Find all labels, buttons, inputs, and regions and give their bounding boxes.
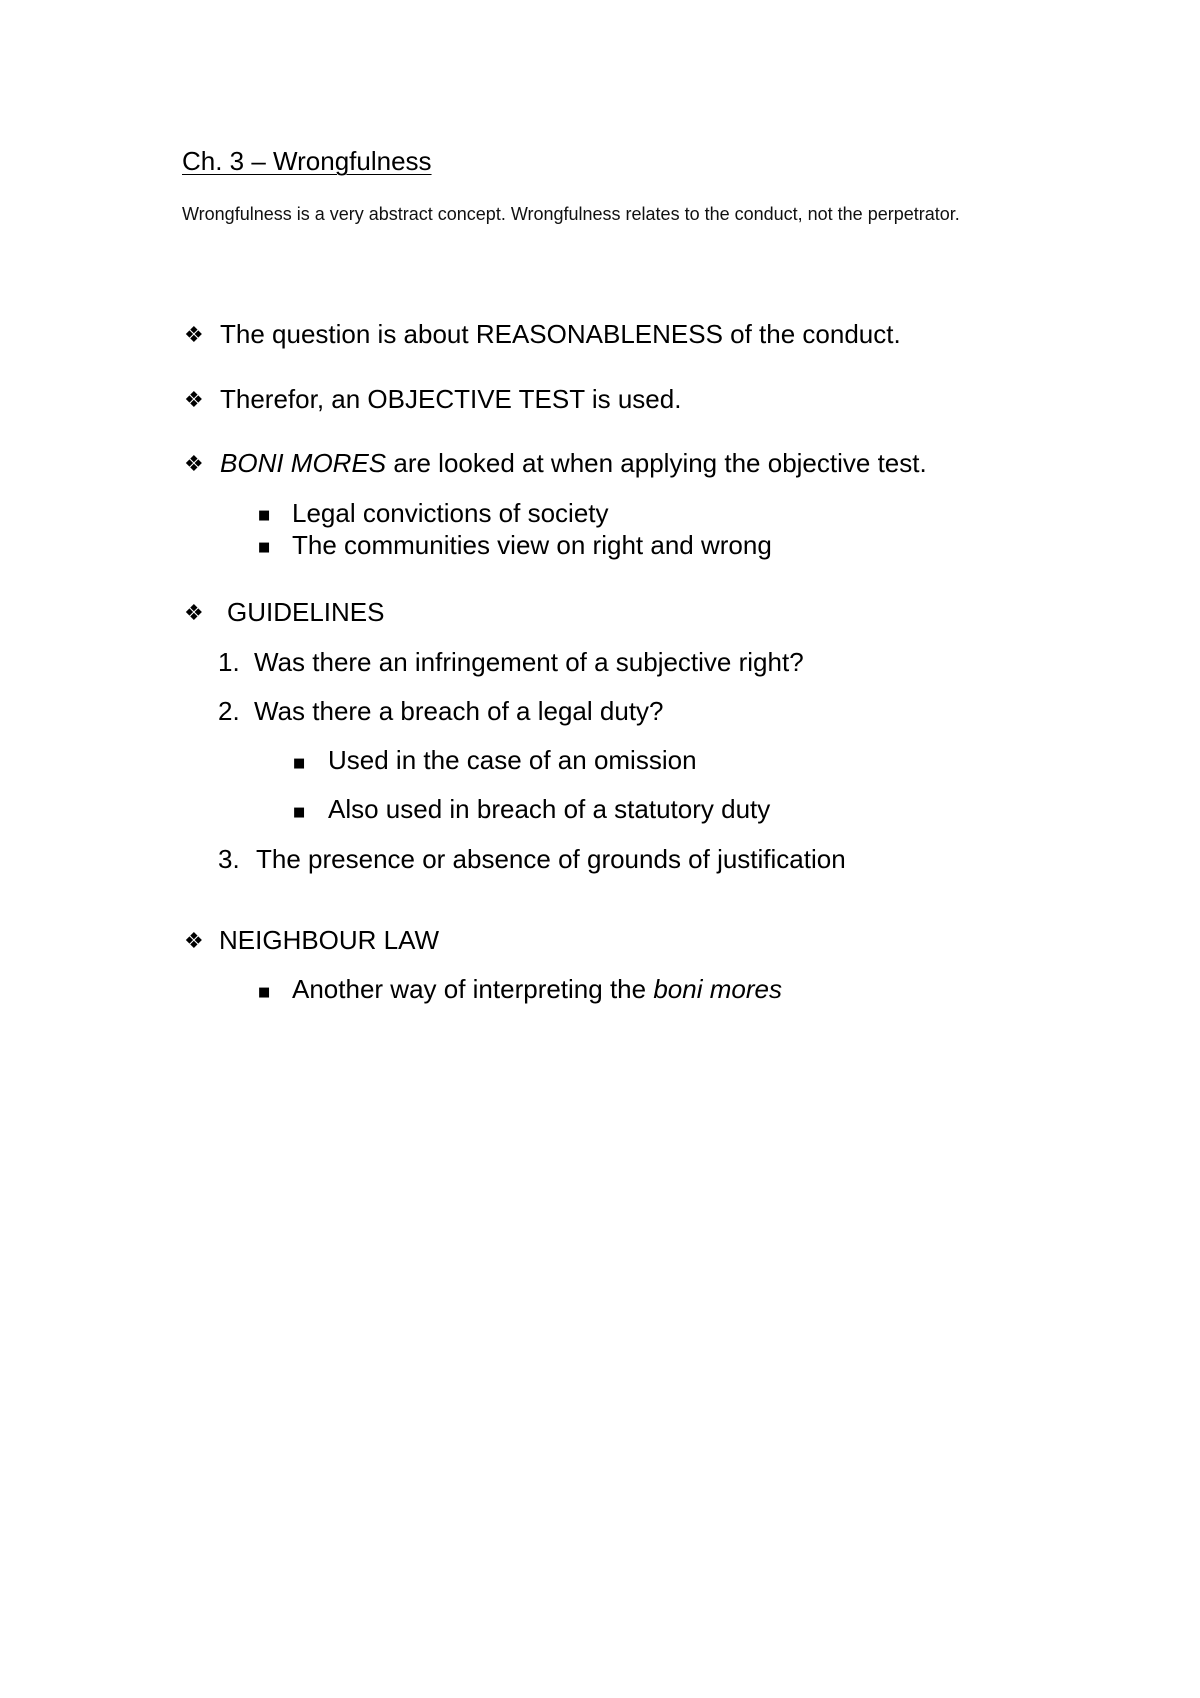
boni-mores-subitem: The communities view on right and wrong <box>292 530 772 560</box>
square-bullet-icon: ■ <box>293 805 306 820</box>
point-objective-test: Therefor, an OBJECTIVE TEST is used. <box>220 384 682 414</box>
diamond-bullet-icon: ❖ <box>184 452 204 477</box>
guideline-number: 1. <box>218 647 240 677</box>
guideline-subitem: Also used in breach of a statutory duty <box>328 794 771 824</box>
square-bullet-icon: ■ <box>258 540 271 555</box>
boni-mores-rest: are looked at when applying the objective test. <box>386 448 927 478</box>
neighbour-law-subitem <box>292 975 782 1005</box>
neighbour-law-heading: NEIGHBOUR LAW <box>219 925 440 955</box>
square-bullet-icon: ■ <box>258 508 271 523</box>
guideline-number: 3. <box>218 844 240 874</box>
guideline-subitem: Used in the case of an omission <box>328 745 697 775</box>
neighbour-law-subitem-italic: boni mores <box>653 974 782 1004</box>
boni-mores-italic: BONI MORES <box>220 448 387 478</box>
guideline-item: Was there a breach of a legal duty? <box>254 696 664 726</box>
neighbour-law-subitem-prefix: Another way of interpreting the <box>292 974 654 1004</box>
diamond-bullet-icon: ❖ <box>184 929 204 954</box>
diamond-bullet-icon: ❖ <box>184 601 204 626</box>
point-boni-mores <box>220 449 927 479</box>
page-title: Ch. 3 – Wrongfulness <box>182 146 432 176</box>
diamond-bullet-icon: ❖ <box>184 323 204 348</box>
guidelines-heading: GUIDELINES <box>227 597 385 627</box>
guideline-item: Was there an infringement of a subjective right? <box>254 647 804 677</box>
guideline-item: The presence or absence of grounds of justification <box>256 844 846 874</box>
boni-mores-subitem: Legal convictions of society <box>292 498 609 528</box>
intro-paragraph: Wrongfulness is a very abstract concept. Wrongfulness relates to the conduct, not the perpetrator. <box>182 204 960 224</box>
guideline-number: 2. <box>218 696 240 726</box>
square-bullet-icon: ■ <box>258 985 271 1000</box>
square-bullet-icon: ■ <box>293 756 306 771</box>
point-reasonableness: The question is about REASONABLENESS of the conduct. <box>220 319 901 349</box>
diamond-bullet-icon: ❖ <box>184 388 204 413</box>
